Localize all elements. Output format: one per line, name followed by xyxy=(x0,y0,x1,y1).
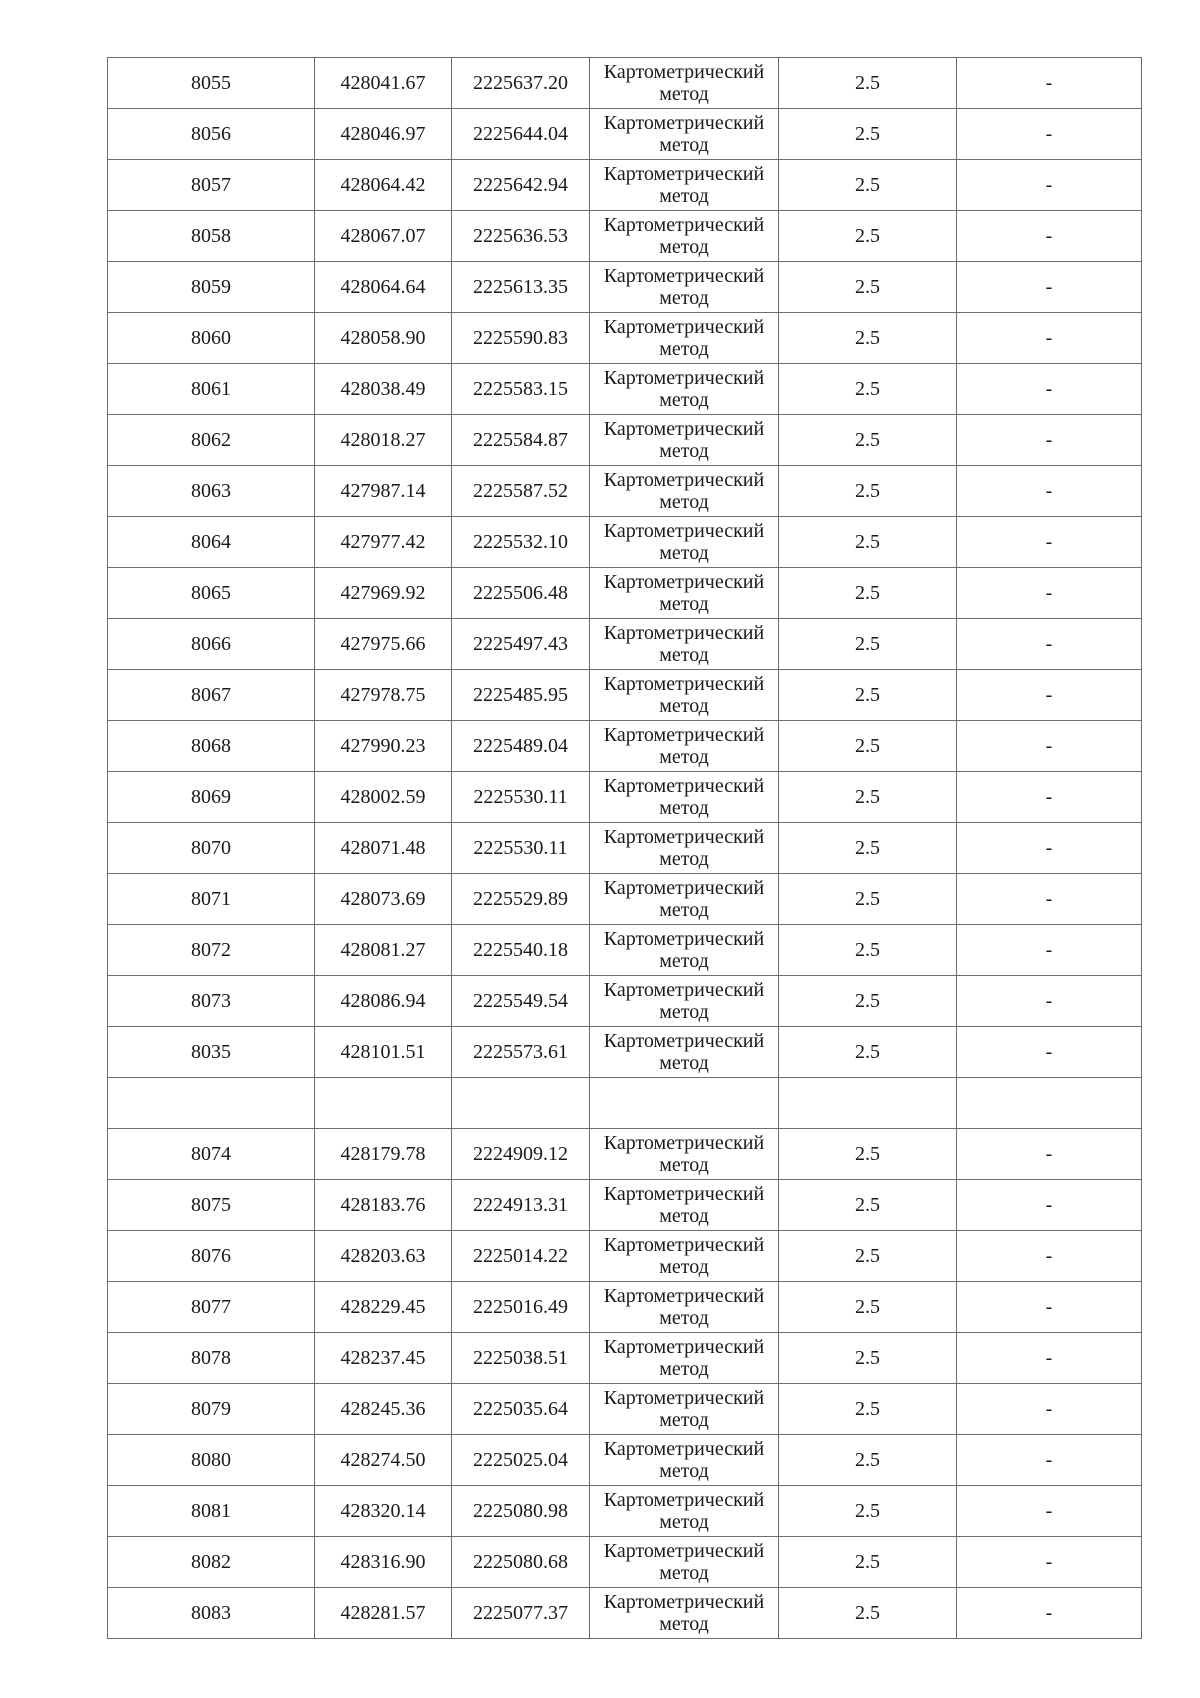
x-coordinate-cell: 428237.45 xyxy=(315,1333,452,1384)
method-text-line-1: Картометрический xyxy=(603,1591,765,1613)
point-cell: 8064 xyxy=(108,517,315,568)
method-cell xyxy=(590,517,779,568)
method-text-line-2: метод xyxy=(659,338,709,360)
point-cell: 8083 xyxy=(108,1588,315,1639)
note-cell: - xyxy=(957,976,1142,1027)
accuracy-cell: 2.5 xyxy=(779,364,957,415)
table-row xyxy=(108,619,1142,670)
point-cell: 8058 xyxy=(108,211,315,262)
note-cell: - xyxy=(957,415,1142,466)
table-row xyxy=(108,874,1142,925)
note-cell: - xyxy=(957,466,1142,517)
method-cell xyxy=(590,466,779,517)
note-cell: - xyxy=(957,1027,1142,1078)
method-cell xyxy=(590,1588,779,1639)
method-text-line-1: Картометрический xyxy=(603,1285,765,1307)
method-cell xyxy=(590,211,779,262)
table-row xyxy=(108,721,1142,772)
note-cell: - xyxy=(957,211,1142,262)
y-coordinate-cell: 2225587.52 xyxy=(452,466,590,517)
method-text-line-1: Картометрический xyxy=(603,571,765,593)
point-cell: 8057 xyxy=(108,160,315,211)
method-cell xyxy=(590,1384,779,1435)
x-coordinate-cell: 427977.42 xyxy=(315,517,452,568)
point-cell: 8077 xyxy=(108,1282,315,1333)
point-cell: 8069 xyxy=(108,772,315,823)
table-row xyxy=(108,823,1142,874)
point-cell: 8066 xyxy=(108,619,315,670)
point-cell: 8060 xyxy=(108,313,315,364)
method-text-line-1: Картометрический xyxy=(603,316,765,338)
method-text-line-1: Картометрический xyxy=(603,724,765,746)
y-coordinate-cell xyxy=(452,1078,590,1129)
point-cell: 8055 xyxy=(108,58,315,109)
table-row xyxy=(108,313,1142,364)
method-cell xyxy=(590,976,779,1027)
table-row xyxy=(108,1384,1142,1435)
method-text-line-1: Картометрический xyxy=(603,1438,765,1460)
table-row xyxy=(108,568,1142,619)
point-cell: 8070 xyxy=(108,823,315,874)
table-row xyxy=(108,1231,1142,1282)
table-row xyxy=(108,109,1142,160)
method-cell xyxy=(590,364,779,415)
method-text-line-1: Картометрический xyxy=(603,1540,765,1562)
method-text-line-1: Картометрический xyxy=(603,928,765,950)
x-coordinate-cell: 428064.64 xyxy=(315,262,452,313)
note-cell: - xyxy=(957,1231,1142,1282)
method-text-line-2: метод xyxy=(659,134,709,156)
method-cell xyxy=(590,568,779,619)
table-row xyxy=(108,1129,1142,1180)
accuracy-cell: 2.5 xyxy=(779,976,957,1027)
method-text-line-2: метод xyxy=(659,1358,709,1380)
table-row xyxy=(108,1435,1142,1486)
accuracy-cell: 2.5 xyxy=(779,670,957,721)
point-cell: 8061 xyxy=(108,364,315,415)
table-row xyxy=(108,1078,1142,1129)
accuracy-cell: 2.5 xyxy=(779,823,957,874)
accuracy-cell: 2.5 xyxy=(779,1129,957,1180)
method-text-line-1: Картометрический xyxy=(603,1489,765,1511)
method-text-line-2: метод xyxy=(659,695,709,717)
note-cell: - xyxy=(957,1588,1142,1639)
method-cell xyxy=(590,109,779,160)
x-coordinate-cell: 428101.51 xyxy=(315,1027,452,1078)
method-cell xyxy=(590,160,779,211)
x-coordinate-cell: 428281.57 xyxy=(315,1588,452,1639)
x-coordinate-cell: 428245.36 xyxy=(315,1384,452,1435)
y-coordinate-cell: 2225497.43 xyxy=(452,619,590,670)
note-cell: - xyxy=(957,619,1142,670)
y-coordinate-cell: 2225583.15 xyxy=(452,364,590,415)
method-cell xyxy=(590,1486,779,1537)
x-coordinate-cell: 428183.76 xyxy=(315,1180,452,1231)
method-cell xyxy=(590,313,779,364)
note-cell: - xyxy=(957,874,1142,925)
method-text-line-1: Картометрический xyxy=(603,775,765,797)
x-coordinate-cell: 428081.27 xyxy=(315,925,452,976)
method-text-line-1: Картометрический xyxy=(603,877,765,899)
point-cell: 8072 xyxy=(108,925,315,976)
accuracy-cell: 2.5 xyxy=(779,874,957,925)
y-coordinate-cell: 2225530.11 xyxy=(452,823,590,874)
method-text-line-2: метод xyxy=(659,746,709,768)
y-coordinate-cell: 2225642.94 xyxy=(452,160,590,211)
y-coordinate-cell: 2225080.68 xyxy=(452,1537,590,1588)
x-coordinate-cell: 428086.94 xyxy=(315,976,452,1027)
method-text-line-2: метод xyxy=(659,185,709,207)
table-row xyxy=(108,1333,1142,1384)
note-cell: - xyxy=(957,1537,1142,1588)
note-cell: - xyxy=(957,262,1142,313)
method-cell xyxy=(590,1435,779,1486)
method-text-line-2: метод xyxy=(659,389,709,411)
method-cell xyxy=(590,1180,779,1231)
y-coordinate-cell: 2225530.11 xyxy=(452,772,590,823)
method-text-line-2: метод xyxy=(659,1205,709,1227)
method-text-line-1: Картометрический xyxy=(603,826,765,848)
x-coordinate-cell: 428229.45 xyxy=(315,1282,452,1333)
table-row xyxy=(108,517,1142,568)
point-cell: 8076 xyxy=(108,1231,315,1282)
table-row xyxy=(108,670,1142,721)
note-cell: - xyxy=(957,1486,1142,1537)
point-cell: 8035 xyxy=(108,1027,315,1078)
method-cell xyxy=(590,823,779,874)
x-coordinate-cell: 428071.48 xyxy=(315,823,452,874)
y-coordinate-cell: 2224913.31 xyxy=(452,1180,590,1231)
y-coordinate-cell: 2225584.87 xyxy=(452,415,590,466)
method-text-line-1: Картометрический xyxy=(603,1030,765,1052)
method-text-line-2: метод xyxy=(659,1154,709,1176)
table-row xyxy=(108,415,1142,466)
note-cell: - xyxy=(957,160,1142,211)
method-text-line-1: Картометрический xyxy=(603,469,765,491)
note-cell: - xyxy=(957,1384,1142,1435)
y-coordinate-cell: 2225644.04 xyxy=(452,109,590,160)
y-coordinate-cell: 2225080.98 xyxy=(452,1486,590,1537)
note-cell: - xyxy=(957,364,1142,415)
method-cell xyxy=(590,1129,779,1180)
point-cell: 8062 xyxy=(108,415,315,466)
method-text-line-1: Картометрический xyxy=(603,61,765,83)
y-coordinate-cell: 2225025.04 xyxy=(452,1435,590,1486)
point-cell: 8074 xyxy=(108,1129,315,1180)
point-cell: 8065 xyxy=(108,568,315,619)
accuracy-cell: 2.5 xyxy=(779,211,957,262)
y-coordinate-cell: 2225014.22 xyxy=(452,1231,590,1282)
method-text-line-2: метод xyxy=(659,1511,709,1533)
table-row xyxy=(108,466,1142,517)
point-cell: 8071 xyxy=(108,874,315,925)
accuracy-cell: 2.5 xyxy=(779,925,957,976)
method-cell xyxy=(590,925,779,976)
method-text-line-2: метод xyxy=(659,542,709,564)
accuracy-cell: 2.5 xyxy=(779,1231,957,1282)
accuracy-cell: 2.5 xyxy=(779,1027,957,1078)
method-text-line-1: Картометрический xyxy=(603,112,765,134)
x-coordinate-cell: 428058.90 xyxy=(315,313,452,364)
method-text-line-1: Картометрический xyxy=(603,1183,765,1205)
table-row xyxy=(108,925,1142,976)
method-cell xyxy=(590,772,779,823)
note-cell: - xyxy=(957,1435,1142,1486)
x-coordinate-cell: 427987.14 xyxy=(315,466,452,517)
accuracy-cell: 2.5 xyxy=(779,1180,957,1231)
table-row xyxy=(108,1027,1142,1078)
y-coordinate-cell: 2225636.53 xyxy=(452,211,590,262)
accuracy-cell: 2.5 xyxy=(779,109,957,160)
x-coordinate-cell: 428316.90 xyxy=(315,1537,452,1588)
accuracy-cell: 2.5 xyxy=(779,619,957,670)
method-text-line-2: метод xyxy=(659,287,709,309)
method-text-line-2: метод xyxy=(659,1052,709,1074)
x-coordinate-cell: 427975.66 xyxy=(315,619,452,670)
table-row xyxy=(108,1486,1142,1537)
note-cell: - xyxy=(957,313,1142,364)
x-coordinate-cell: 428002.59 xyxy=(315,772,452,823)
x-coordinate-cell: 427990.23 xyxy=(315,721,452,772)
table-row xyxy=(108,364,1142,415)
method-cell xyxy=(590,58,779,109)
table-row xyxy=(108,58,1142,109)
method-cell xyxy=(590,415,779,466)
method-cell xyxy=(590,670,779,721)
method-text-line-2: метод xyxy=(659,236,709,258)
accuracy-cell: 2.5 xyxy=(779,1384,957,1435)
accuracy-cell: 2.5 xyxy=(779,58,957,109)
coordinates-table xyxy=(107,57,1142,1639)
point-cell: 8056 xyxy=(108,109,315,160)
method-text-line-2: метод xyxy=(659,1307,709,1329)
method-text-line-1: Картометрический xyxy=(603,1234,765,1256)
method-cell xyxy=(590,619,779,670)
y-coordinate-cell: 2225489.04 xyxy=(452,721,590,772)
method-text-line-1: Картометрический xyxy=(603,214,765,236)
note-cell: - xyxy=(957,109,1142,160)
method-cell xyxy=(590,1333,779,1384)
method-text-line-1: Картометрический xyxy=(603,1336,765,1358)
x-coordinate-cell: 428046.97 xyxy=(315,109,452,160)
method-text-line-1: Картометрический xyxy=(603,367,765,389)
point-cell: 8078 xyxy=(108,1333,315,1384)
accuracy-cell xyxy=(779,1078,957,1129)
point-cell: 8082 xyxy=(108,1537,315,1588)
accuracy-cell: 2.5 xyxy=(779,1537,957,1588)
accuracy-cell: 2.5 xyxy=(779,517,957,568)
method-cell xyxy=(590,1282,779,1333)
method-text-line-1: Картометрический xyxy=(603,1387,765,1409)
note-cell: - xyxy=(957,517,1142,568)
y-coordinate-cell: 2225529.89 xyxy=(452,874,590,925)
y-coordinate-cell: 2224909.12 xyxy=(452,1129,590,1180)
x-coordinate-cell: 427978.75 xyxy=(315,670,452,721)
point-cell: 8079 xyxy=(108,1384,315,1435)
note-cell: - xyxy=(957,721,1142,772)
method-text-line-1: Картометрический xyxy=(603,979,765,1001)
note-cell: - xyxy=(957,925,1142,976)
accuracy-cell: 2.5 xyxy=(779,1486,957,1537)
method-text-line-2: метод xyxy=(659,899,709,921)
x-coordinate-cell: 428018.27 xyxy=(315,415,452,466)
x-coordinate-cell: 428320.14 xyxy=(315,1486,452,1537)
method-text-line-2: метод xyxy=(659,1460,709,1482)
x-coordinate-cell: 428038.49 xyxy=(315,364,452,415)
point-cell: 8075 xyxy=(108,1180,315,1231)
y-coordinate-cell: 2225590.83 xyxy=(452,313,590,364)
accuracy-cell: 2.5 xyxy=(779,466,957,517)
note-cell: - xyxy=(957,1180,1142,1231)
point-cell: 8081 xyxy=(108,1486,315,1537)
method-text-line-2: метод xyxy=(659,440,709,462)
method-cell xyxy=(590,721,779,772)
note-cell: - xyxy=(957,58,1142,109)
method-text-line-1: Картометрический xyxy=(603,265,765,287)
x-coordinate-cell xyxy=(315,1078,452,1129)
method-text-line-2: метод xyxy=(659,1613,709,1635)
method-text-line-2: метод xyxy=(659,797,709,819)
method-text-line-1: Картометрический xyxy=(603,418,765,440)
method-text-line-1: Картометрический xyxy=(603,163,765,185)
method-text-line-1: Картометрический xyxy=(603,520,765,542)
y-coordinate-cell: 2225613.35 xyxy=(452,262,590,313)
note-cell: - xyxy=(957,1333,1142,1384)
method-text-line-2: метод xyxy=(659,491,709,513)
accuracy-cell: 2.5 xyxy=(779,772,957,823)
table-row xyxy=(108,160,1142,211)
point-cell: 8073 xyxy=(108,976,315,1027)
y-coordinate-cell: 2225532.10 xyxy=(452,517,590,568)
point-cell: 8063 xyxy=(108,466,315,517)
table-row xyxy=(108,211,1142,262)
table-row xyxy=(108,1537,1142,1588)
table-row xyxy=(108,772,1142,823)
y-coordinate-cell: 2225540.18 xyxy=(452,925,590,976)
note-cell: - xyxy=(957,772,1142,823)
x-coordinate-cell: 427969.92 xyxy=(315,568,452,619)
point-cell: 8059 xyxy=(108,262,315,313)
method-text-line-2: метод xyxy=(659,1256,709,1278)
accuracy-cell: 2.5 xyxy=(779,313,957,364)
method-text-line-2: метод xyxy=(659,83,709,105)
table-row xyxy=(108,976,1142,1027)
y-coordinate-cell: 2225038.51 xyxy=(452,1333,590,1384)
method-text-line-1: Картометрический xyxy=(603,1132,765,1154)
method-cell xyxy=(590,1027,779,1078)
x-coordinate-cell: 428203.63 xyxy=(315,1231,452,1282)
method-cell xyxy=(590,1078,779,1129)
table-row xyxy=(108,1180,1142,1231)
x-coordinate-cell: 428073.69 xyxy=(315,874,452,925)
method-text-line-2: метод xyxy=(659,950,709,972)
method-cell xyxy=(590,262,779,313)
note-cell: - xyxy=(957,1282,1142,1333)
point-cell: 8080 xyxy=(108,1435,315,1486)
method-text-line-2: метод xyxy=(659,1409,709,1431)
table-row xyxy=(108,1588,1142,1639)
method-text-line-2: метод xyxy=(659,1001,709,1023)
point-cell xyxy=(108,1078,315,1129)
accuracy-cell: 2.5 xyxy=(779,262,957,313)
y-coordinate-cell: 2225506.48 xyxy=(452,568,590,619)
coordinates-table-body xyxy=(108,58,1142,1639)
y-coordinate-cell: 2225573.61 xyxy=(452,1027,590,1078)
note-cell: - xyxy=(957,670,1142,721)
note-cell: - xyxy=(957,1129,1142,1180)
accuracy-cell: 2.5 xyxy=(779,721,957,772)
y-coordinate-cell: 2225549.54 xyxy=(452,976,590,1027)
accuracy-cell: 2.5 xyxy=(779,415,957,466)
accuracy-cell: 2.5 xyxy=(779,1435,957,1486)
y-coordinate-cell: 2225077.37 xyxy=(452,1588,590,1639)
table-row xyxy=(108,1282,1142,1333)
x-coordinate-cell: 428041.67 xyxy=(315,58,452,109)
table-row xyxy=(108,262,1142,313)
method-text-line-1: Картометрический xyxy=(603,673,765,695)
x-coordinate-cell: 428064.42 xyxy=(315,160,452,211)
y-coordinate-cell: 2225035.64 xyxy=(452,1384,590,1435)
note-cell xyxy=(957,1078,1142,1129)
y-coordinate-cell: 2225016.49 xyxy=(452,1282,590,1333)
point-cell: 8067 xyxy=(108,670,315,721)
accuracy-cell: 2.5 xyxy=(779,568,957,619)
y-coordinate-cell: 2225485.95 xyxy=(452,670,590,721)
method-cell xyxy=(590,874,779,925)
accuracy-cell: 2.5 xyxy=(779,160,957,211)
method-text-line-2: метод xyxy=(659,593,709,615)
y-coordinate-cell: 2225637.20 xyxy=(452,58,590,109)
x-coordinate-cell: 428274.50 xyxy=(315,1435,452,1486)
x-coordinate-cell: 428067.07 xyxy=(315,211,452,262)
method-text-line-2: метод xyxy=(659,1562,709,1584)
note-cell: - xyxy=(957,823,1142,874)
method-cell xyxy=(590,1537,779,1588)
point-cell: 8068 xyxy=(108,721,315,772)
method-cell xyxy=(590,1231,779,1282)
accuracy-cell: 2.5 xyxy=(779,1333,957,1384)
note-cell: - xyxy=(957,568,1142,619)
method-text-line-2: метод xyxy=(659,848,709,870)
method-text-line-1: Картометрический xyxy=(603,622,765,644)
method-text-line-2: метод xyxy=(659,644,709,666)
x-coordinate-cell: 428179.78 xyxy=(315,1129,452,1180)
accuracy-cell: 2.5 xyxy=(779,1282,957,1333)
accuracy-cell: 2.5 xyxy=(779,1588,957,1639)
